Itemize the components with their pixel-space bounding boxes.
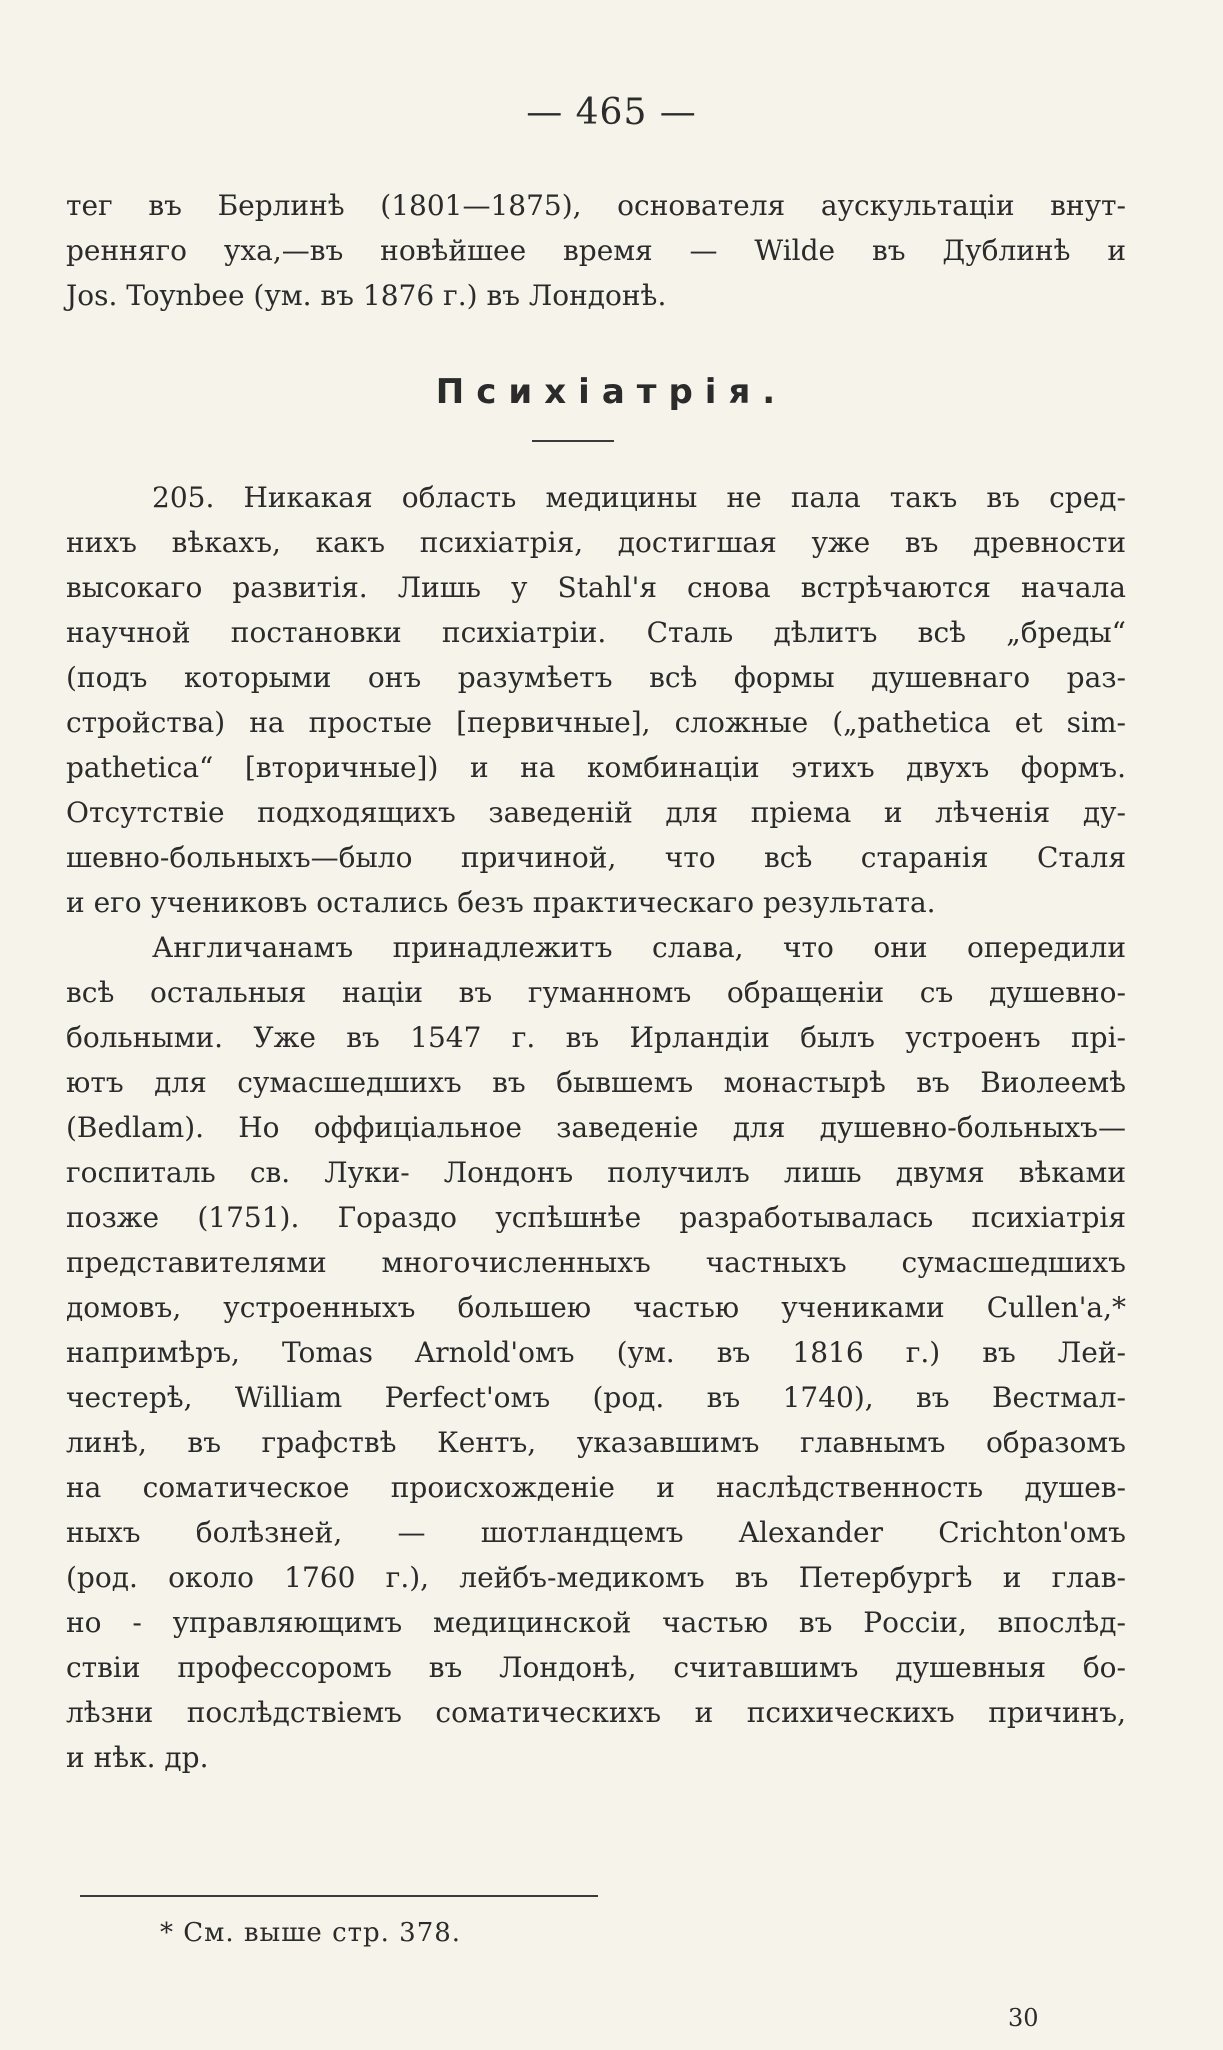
text-line: позже (1751). Гораздо успѣшнѣе разработывалась психіатрія (66, 1201, 1126, 1234)
text-line: нихъ вѣкахъ, какъ психіатрія, достигшая уже въ древности (66, 526, 1126, 559)
text-line: лѣзни послѣдствіемъ соматическихъ и психическихъ причинъ, (66, 1696, 1126, 1729)
text-line: (Bedlam). Но оффиціальное заведеніе для душевно-больныхъ— (66, 1111, 1126, 1144)
text-line: честерѣ, William Perfect'омъ (род. въ 1740), въ Вестмал- (66, 1381, 1126, 1414)
text-line: всѣ остальныя націи въ гуманномъ обращеніи съ душевно- (66, 976, 1126, 1009)
text-line: шевно-больныхъ—было причиной, что всѣ старанія Сталя (66, 841, 1126, 874)
text-line: и его учениковъ остались безъ практическаго результата. (66, 886, 936, 919)
section-title: Психіатрія. (435, 372, 788, 412)
text-line: ствіи профессоромъ въ Лондонѣ, считавшимъ душевныя бо- (66, 1651, 1126, 1684)
text-line: pathetica“ [вторичные]) и на комбинаціи этихъ двухъ формъ. (66, 751, 1126, 784)
text-line: Jos. Toynbee (ум. въ 1876 г.) въ Лондонѣ. (66, 279, 667, 312)
text-line: представителями многочисленныхъ частныхъ сумасшедшихъ (66, 1246, 1126, 1279)
text-line: стройства) на простые [первичные], сложные („pathetica et sim- (66, 706, 1126, 739)
text-line: 205. Никакая область медицины не пала такъ въ сред- (152, 481, 1126, 514)
text-line: (подъ которыми онъ разумѣетъ всѣ формы душевнаго раз- (66, 661, 1126, 694)
text-line: Англичанамъ принадлежитъ слава, что они опередили (152, 931, 1126, 964)
text-line: тег въ Берлинѣ (1801—1875), основателя аускультаціи внут- (66, 189, 1126, 222)
text-line: но - управляющимъ медицинской частью въ Россіи, впослѣд- (66, 1606, 1126, 1639)
footnote: * См. выше стр. 378. (160, 1918, 462, 1948)
text-line: ютъ для сумасшедшихъ въ бывшемъ монастырѣ въ Виолеемѣ (66, 1066, 1126, 1099)
page-number: — 465 — (526, 92, 697, 133)
text-line: Отсутствіе подходящихъ заведеній для пріема и лѣченія ду- (66, 796, 1126, 829)
text-line: госпиталь св. Луки- Лондонъ получилъ лишь двумя вѣками (66, 1156, 1126, 1189)
text-line: напримѣръ, Tomas Arnold'омъ (ум. въ 1816 г.) въ Лей- (66, 1336, 1126, 1369)
title-divider (532, 440, 614, 442)
text-line: на соматическое происхожденіе и наслѣдственность душев- (66, 1471, 1126, 1504)
text-line: домовъ, устроенныхъ большею частью учениками Cullen'a,* (66, 1291, 1126, 1324)
text-line: ренняго уха,—въ новѣйшее время — Wilde въ Дублинѣ и (66, 234, 1126, 267)
main-paragraphs (66, 475, 1126, 1780)
text-line: и нѣк. др. (66, 1741, 209, 1774)
text-line: ныхъ болѣзней, — шотландцемъ Alexander Crichton'омъ (66, 1516, 1126, 1549)
text-line: научной постановки психіатріи. Сталь дѣлитъ всѣ „бреды“ (66, 616, 1126, 649)
text-line: высокаго развитія. Лишь у Stahl'я снова встрѣчаются начала (66, 571, 1126, 604)
text-line: (род. около 1760 г.), лейбъ-медикомъ въ Петербургѣ и глав- (66, 1561, 1126, 1594)
signature-mark: 30 (1008, 2004, 1039, 2032)
text-line: больными. Уже въ 1547 г. въ Ирландіи былъ устроенъ прі- (66, 1021, 1126, 1054)
footnote-divider (80, 1895, 598, 1897)
text-line: линѣ, въ графствѣ Кентъ, указавшимъ главнымъ образомъ (66, 1426, 1126, 1459)
intro-text (66, 183, 1126, 318)
